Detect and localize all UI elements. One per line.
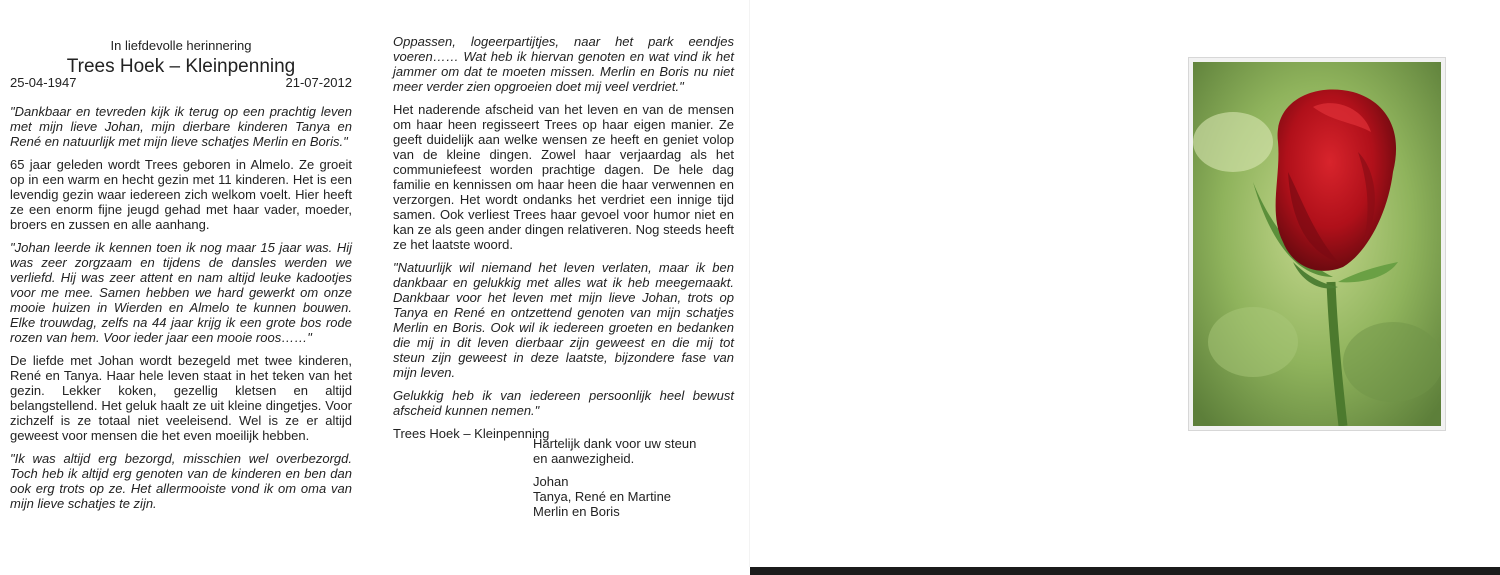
thanks-line: Hartelijk dank voor uw steun	[533, 436, 697, 451]
birth-date: 25-04-1947	[10, 75, 77, 90]
deceased-name: Trees Hoek – Kleinpenning	[66, 56, 296, 77]
quote-paragraph: "Dankbaar en tevreden kijk ik terug op een prachtig leven met mijn lieve Johan, mijn dierbare kinderen Tanya en René en natuurlijk met mijn lieve schatjes Merlin en Boris."	[10, 104, 352, 149]
quote-paragraph: "Johan leerde ik kennen toen ik nog maar 15 jaar was. Hij was zeer zorgzaam en tijdens de dansles werden we verliefd. Hij was zeer attent en nam altijd leuke kadootjes voor me mee. Samen hebben we hard gewerkt om onze mooie huizen in Wierden en Almelo te kunnen bouwen. Elke trouwdag, zelfs na 44 jaar krijg ik een grote bos rode rozen van hem. Voor ieder jaar een mooie roos……"	[10, 240, 352, 345]
life-dates	[10, 75, 352, 90]
body-paragraph: De liefde met Johan wordt bezegeld met twee kinderen, René en Tanya. Haar hele leven staat in het teken van het gezin. Lekker koken, gezellig kletsen en altijd belangstellend. Het geluk haalt ze uit kleine dingetjes. Voor zichzelf is ze totaal niet veeleisend. Wel is ze er altijd geweest voor mensen die het even moeilijk hebben.	[10, 353, 352, 443]
thanks-block	[533, 436, 696, 519]
quote-paragraph: Gelukkig heb ik van iedereen persoonlijk heel bewust afscheid kunnen nemen."	[393, 388, 734, 418]
body-paragraph: Het naderende afscheid van het leven en van de mensen om haar heen regisseert Trees op haar eigen manier. Ze geeft duidelijk aan welke wensen ze heeft en geniet volop van de kleine dingen. Zowel haar verjaardag als het communiefeest worden prachtige dagen. De hele dag familie en kennissen om haar heen die haar verwennen en verzorgen. Het wordt ondanks het verdriet een innige tijd samen. Ook verliest Trees haar gevoel voor humor niet en kan ze als geen ander dingen relativeren. Nog steeds heeft ze het laatste woord.	[393, 102, 734, 252]
rose-photo-frame	[1188, 57, 1446, 431]
signature: Trees Hoek – Kleinpenning	[393, 426, 550, 441]
intro-text: In liefdevolle herinnering	[110, 38, 252, 53]
middle-column	[393, 34, 734, 453]
family-line: Johan	[533, 474, 569, 489]
quote-paragraph: "Natuurlijk wil niemand het leven verlaten, maar ik ben dankbaar en gelukkig met alles wat ik heb meegemaakt. Dankbaar voor het leven met mijn lieve Johan, trots op Tanya en René en ontzettend genoten van mijn schatjes Merlin en Boris. Ook wil ik iedereen groeten en bedanken die mij in dit leven dierbaar zijn geweest en die mij tot steun zijn geweest in deze laatste, bijzondere fase van mijn leven.	[393, 260, 734, 380]
thanks-line: en aanwezigheid.	[533, 451, 635, 466]
family-line: Merlin en Boris	[533, 504, 620, 519]
body-paragraph: 65 jaar geleden wordt Trees geboren in Almelo. Ze groeit op in een warm en hecht gezin met 11 kinderen. Het is een levendig gezin waar iedereen zich welkom voelt. Hier heeft ze een enorm fijne jeugd gehad met haar vader, moeder, broers en zussen en alle aanhang.	[10, 157, 352, 232]
quote-paragraph: "Ik was altijd erg bezorgd, misschien wel overbezorgd. Toch heb ik altijd erg genoten van de kinderen en ben dan ook erg trots op ze. Het allermooiste vond ik om oma van mijn lieve schatjes te zijn.	[10, 451, 352, 511]
left-column	[10, 38, 352, 519]
card-fold	[749, 0, 750, 567]
red-rose-icon	[1193, 62, 1441, 426]
bottom-edge-shadow	[750, 567, 1500, 575]
quote-paragraph: Oppassen, logeerpartijtjes, naar het park eendjes voeren…… Wat heb ik hiervan genoten en wat vind ik het jammer om dat te moeten missen. Merlin en Boris nu niet meer verder zien opgroeien doet mij veel verdriet."	[393, 34, 734, 94]
death-date: 21-07-2012	[285, 75, 352, 90]
family-line: Tanya, René en Martine	[533, 489, 672, 504]
